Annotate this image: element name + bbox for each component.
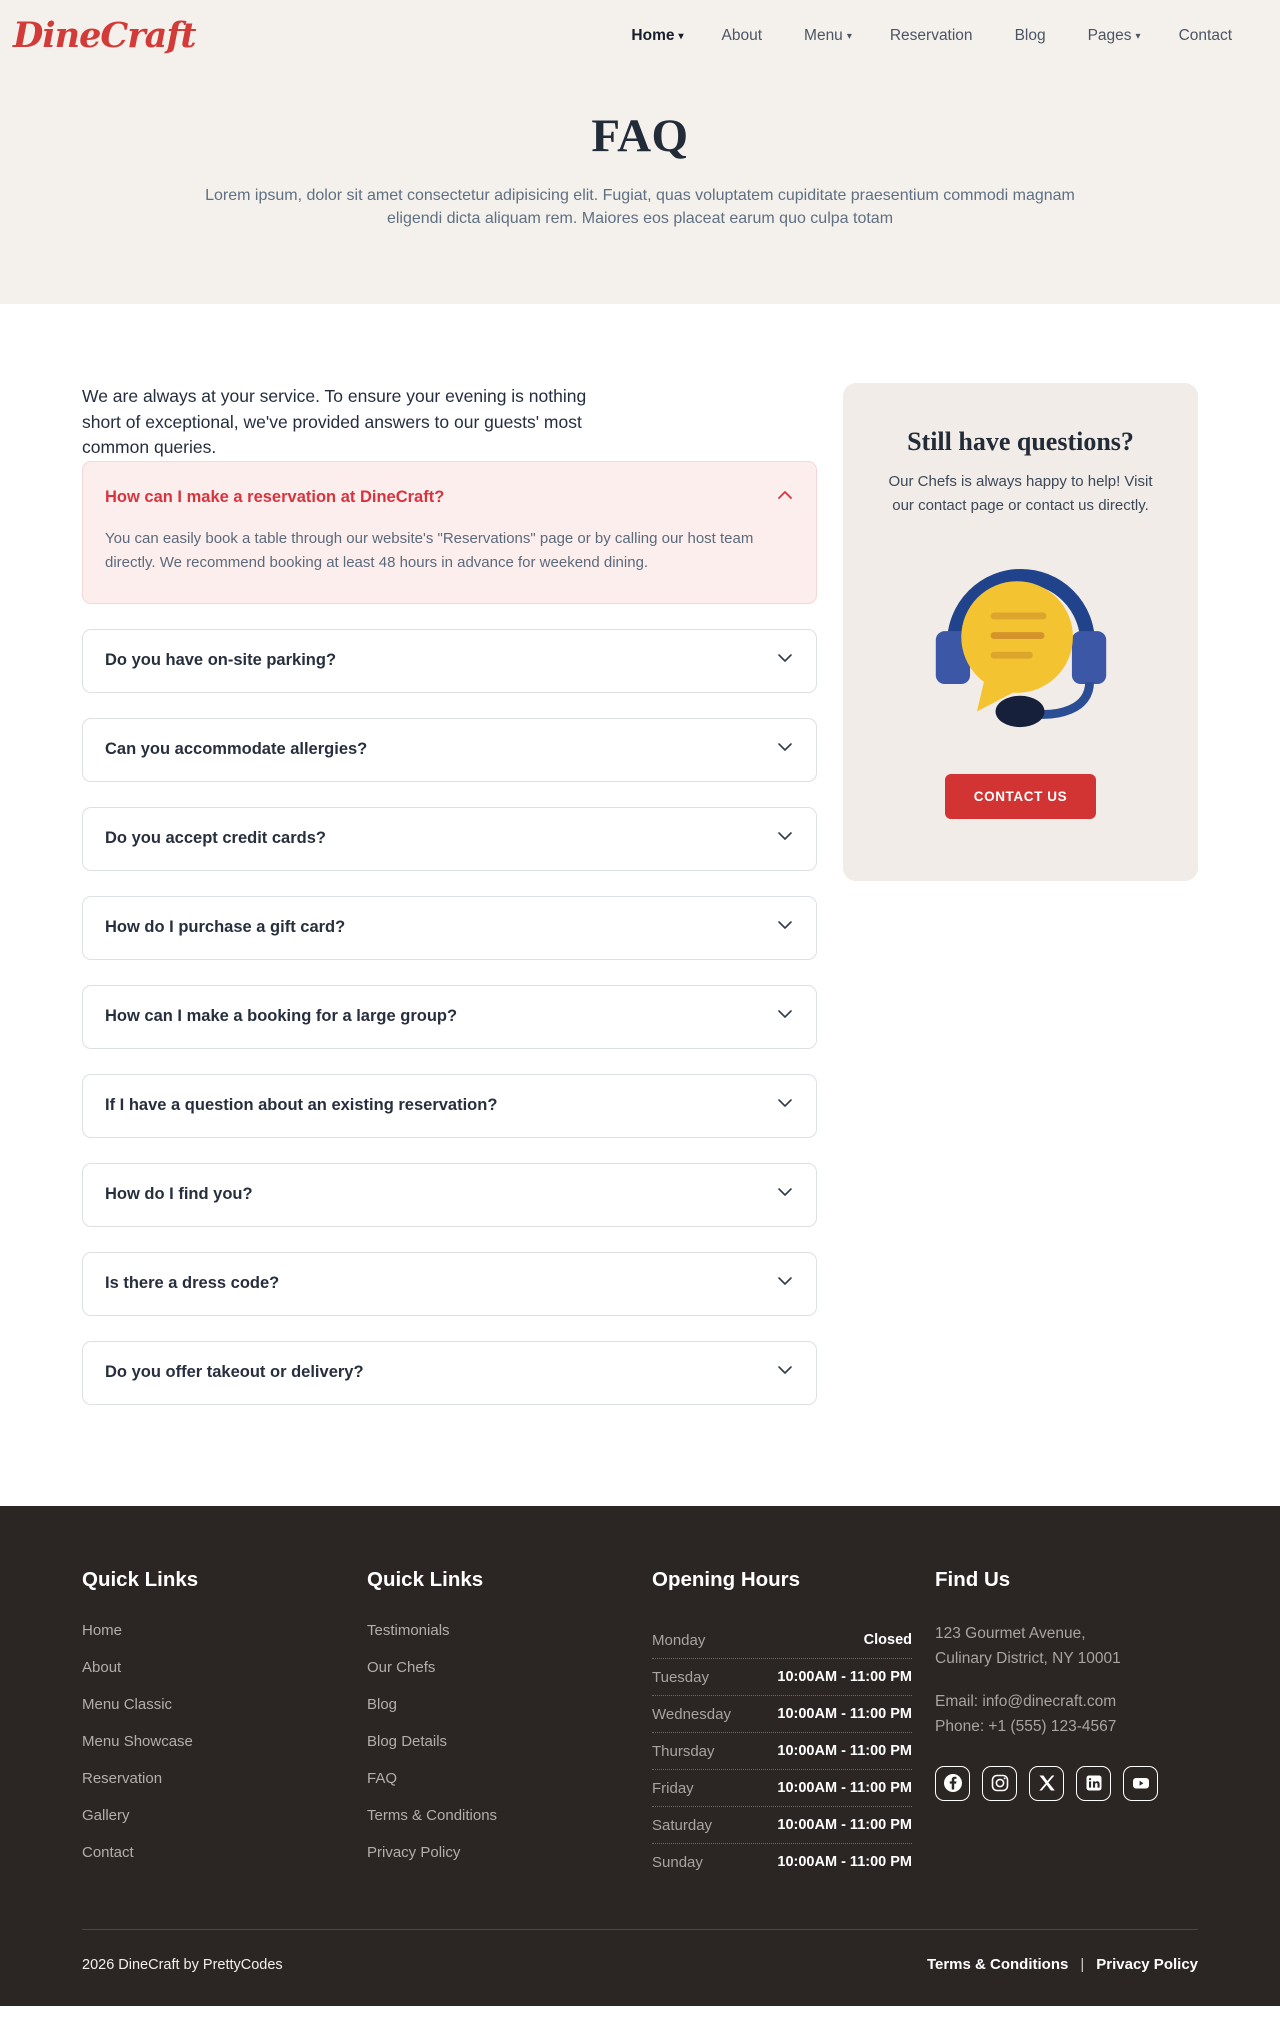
opening-hours-row: [652, 1807, 912, 1844]
footer-link-item: [367, 1844, 652, 1862]
email-text[interactable]: Email: info@dinecraft.com: [935, 1693, 1117, 1711]
phone-text[interactable]: Phone: +1 (555) 123-4567: [935, 1717, 1117, 1735]
footer-link-item: [82, 1844, 367, 1862]
footer-link[interactable]: Our Chefs: [367, 1659, 436, 1677]
page-hero: [0, 71, 1280, 304]
faq-answer: You can easily book a table through our website's "Reservations" page or by calling our host team directly. We recommend booking at least 48 hours in advance for weekend dining.: [105, 529, 754, 571]
opening-hours-row: [652, 1733, 912, 1770]
footer-opening-hours: [652, 1568, 935, 1881]
footer-heading: Find Us: [935, 1568, 1011, 1592]
faq-collapsed-list: [82, 629, 817, 1405]
separator: |: [1080, 1956, 1085, 1974]
footer-heading: Quick Links: [367, 1568, 484, 1592]
instagram-icon[interactable]: [982, 1766, 1017, 1801]
x-twitter-icon[interactable]: [1029, 1766, 1064, 1801]
footer-find-us: [935, 1568, 1198, 1881]
faq-question-header[interactable]: [83, 1253, 816, 1315]
footer-link-item: [367, 1807, 652, 1825]
find-us-block: [935, 1622, 1198, 1800]
footer-link-item: [82, 1770, 367, 1788]
main-nav: [615, 17, 1260, 55]
footer-link-item: [82, 1659, 367, 1677]
time-value: 10:00AM - 11:00 PM: [777, 1743, 912, 1760]
footer-link-item: [367, 1770, 652, 1788]
footer-link[interactable]: Blog Details: [367, 1733, 448, 1751]
footer-link[interactable]: Gallery: [82, 1807, 130, 1825]
faq-item: [82, 1341, 817, 1405]
time-value: 10:00AM - 11:00 PM: [777, 1706, 912, 1723]
main-content: [0, 304, 1280, 1506]
terms-link[interactable]: Terms & Conditions: [926, 1956, 1069, 1974]
caret-down-icon: ▾: [678, 30, 684, 42]
opening-hours-table: [652, 1622, 912, 1880]
sidebar-text: Our Chefs is always happy to help! Visit our contact page or contact us directly.: [888, 473, 1153, 514]
footer-link[interactable]: Privacy Policy: [367, 1844, 461, 1862]
footer-link-item: [82, 1622, 367, 1640]
footer-link[interactable]: Contact: [82, 1844, 134, 1862]
faq-question: Do you accept credit cards?: [105, 829, 326, 848]
faq-question: How can I make a reservation at DineCraft?: [105, 487, 445, 506]
faq-question-header[interactable]: [83, 808, 816, 870]
opening-hours-row: [652, 1844, 912, 1880]
day-label: Monday: [652, 1631, 706, 1649]
faq-column: [82, 384, 817, 1404]
contact-details: [935, 1690, 1198, 1740]
footer-bottom-bar: [82, 1929, 1198, 1973]
faq-item: [82, 807, 817, 871]
nav-item[interactable]: Reservation: [889, 26, 973, 44]
footer-quick-links-2: [367, 1568, 652, 1881]
footer-link[interactable]: FAQ: [367, 1770, 398, 1788]
address: [935, 1622, 1198, 1672]
footer-link[interactable]: Testimonials: [367, 1622, 450, 1640]
faq-item: [82, 1163, 817, 1227]
chevron-down-icon[interactable]: [776, 1272, 794, 1295]
faq-question-header[interactable]: [83, 1075, 816, 1137]
nav-item[interactable]: Blog: [1014, 26, 1046, 44]
time-value: 10:00AM - 11:00 PM: [777, 1780, 912, 1797]
nav-item[interactable]: Pages ▾: [1087, 26, 1141, 44]
time-value: 10:00AM - 11:00 PM: [777, 1817, 912, 1834]
chevron-down-icon[interactable]: [776, 649, 794, 672]
sidebar-title: Still have questions?: [907, 427, 1134, 457]
still-have-questions-card: [843, 383, 1198, 881]
facebook-icon[interactable]: [935, 1766, 970, 1801]
address-line1: 123 Gourmet Avenue,: [935, 1625, 1086, 1643]
opening-hours-row: [652, 1622, 912, 1659]
address-line2: Culinary District, NY 10001: [935, 1650, 1121, 1668]
chevron-up-icon[interactable]: [776, 486, 794, 509]
chevron-down-icon[interactable]: [776, 1094, 794, 1117]
faq-question: Is there a dress code?: [105, 1274, 280, 1293]
footer-heading: Quick Links: [82, 1568, 199, 1592]
footer-link-item: [82, 1733, 367, 1751]
faq-question: If I have a question about an existing reservation?: [105, 1096, 498, 1115]
footer-bottom-links: [927, 1956, 1198, 1973]
faq-item-expanded: [82, 461, 817, 604]
faq-question: Do you offer takeout or delivery?: [105, 1363, 364, 1382]
footer-link-item: [367, 1733, 652, 1751]
footer-link-item: [367, 1622, 652, 1640]
caret-down-icon: ▾: [1135, 30, 1141, 42]
copyright-text: 2026 DineCraft by PrettyCodes: [82, 1956, 283, 1973]
faq-question: Do you have on-site parking?: [105, 651, 337, 670]
faq-question: How do I find you?: [105, 1185, 253, 1204]
footer-link[interactable]: Reservation: [82, 1770, 163, 1788]
day-label: Friday: [652, 1779, 694, 1797]
site-header: [0, 0, 1280, 71]
contact-us-button[interactable]: CONTACT US: [945, 774, 1097, 819]
chevron-down-icon[interactable]: [776, 1183, 794, 1206]
faq-question: Can you accommodate allergies?: [105, 740, 368, 759]
footer-link[interactable]: Menu Classic: [82, 1696, 173, 1714]
footer-columns: [82, 1568, 1198, 1881]
headset-chat-illustration-icon: [877, 543, 1164, 738]
day-label: Thursday: [652, 1742, 715, 1760]
footer-link-item: [367, 1659, 652, 1677]
faq-item: [82, 718, 817, 782]
faq-question-header[interactable]: [83, 1164, 816, 1226]
time-value: 10:00AM - 11:00 PM: [777, 1669, 912, 1686]
faq-question-header[interactable]: [83, 630, 816, 692]
nav-item[interactable]: Contact: [1178, 26, 1232, 44]
nav-item[interactable]: Home ▾: [631, 26, 684, 44]
faq-question-header[interactable]: [105, 486, 794, 509]
footer-link[interactable]: Blog: [367, 1696, 398, 1714]
faq-item: [82, 629, 817, 693]
chevron-down-icon[interactable]: [776, 1005, 794, 1028]
chevron-down-icon[interactable]: [776, 1361, 794, 1384]
footer-quick-links-1: [82, 1568, 367, 1881]
chevron-down-icon[interactable]: [776, 738, 794, 761]
faq-item: [82, 896, 817, 960]
header-hero-section: [0, 0, 1280, 304]
nav-item[interactable]: About: [721, 26, 763, 44]
time-value: Closed: [863, 1632, 912, 1649]
time-value: 10:00AM - 11:00 PM: [777, 1854, 912, 1871]
faq-question: How do I purchase a gift card?: [105, 918, 346, 937]
day-label: Wednesday: [652, 1705, 731, 1723]
faq-question-header[interactable]: [83, 986, 816, 1048]
page-subtitle: Lorem ipsum, dolor sit amet consectetur adipisicing elit. Fugiat, quas voluptatem cupiditate praesentium commodi magnam eligendi dicta aliquam rem. Maiores eos placeat earum quo culpa totam: [205, 187, 1075, 227]
faq-item: [82, 985, 817, 1049]
faq-question: How can I make a booking for a large group?: [105, 1007, 458, 1026]
footer-link[interactable]: Terms & Conditions: [367, 1807, 498, 1825]
day-label: Tuesday: [652, 1668, 709, 1686]
faq-question-header[interactable]: [83, 897, 816, 959]
footer-link-item: [82, 1696, 367, 1714]
linkedin-icon[interactable]: [1076, 1766, 1111, 1801]
footer-link[interactable]: About: [82, 1659, 122, 1677]
opening-hours-row: [652, 1696, 912, 1733]
chevron-down-icon[interactable]: [776, 916, 794, 939]
chevron-down-icon[interactable]: [776, 827, 794, 850]
faq-question-header[interactable]: [83, 1342, 816, 1404]
privacy-link[interactable]: Privacy Policy: [1096, 1956, 1198, 1974]
opening-hours-row: [652, 1770, 912, 1807]
faq-question-header[interactable]: [83, 719, 816, 781]
footer-link-list: [82, 1622, 367, 1862]
nav-item[interactable]: Menu ▾: [804, 26, 852, 44]
faq-item: [82, 1252, 817, 1316]
footer-link-item: [82, 1807, 367, 1825]
site-footer: [0, 1506, 1280, 2006]
page-title: FAQ: [591, 110, 689, 162]
faq-intro-text: We are always at your service. To ensure your evening is nothing short of exceptional, we've provided answers to our guests' most common queries.: [82, 386, 587, 458]
footer-link[interactable]: Menu Showcase: [82, 1733, 193, 1751]
footer-heading: Opening Hours: [652, 1568, 801, 1592]
brand-logo[interactable]: DineCraft: [13, 15, 196, 56]
caret-down-icon: ▾: [846, 30, 852, 42]
day-label: Sunday: [652, 1853, 703, 1871]
youtube-icon[interactable]: [1123, 1766, 1158, 1801]
footer-link-list: [367, 1622, 652, 1862]
footer-link[interactable]: Home: [82, 1622, 123, 1640]
footer-link-item: [367, 1696, 652, 1714]
opening-hours-row: [652, 1659, 912, 1696]
faq-item: [82, 1074, 817, 1138]
day-label: Saturday: [652, 1816, 713, 1834]
social-links: [935, 1766, 1198, 1801]
